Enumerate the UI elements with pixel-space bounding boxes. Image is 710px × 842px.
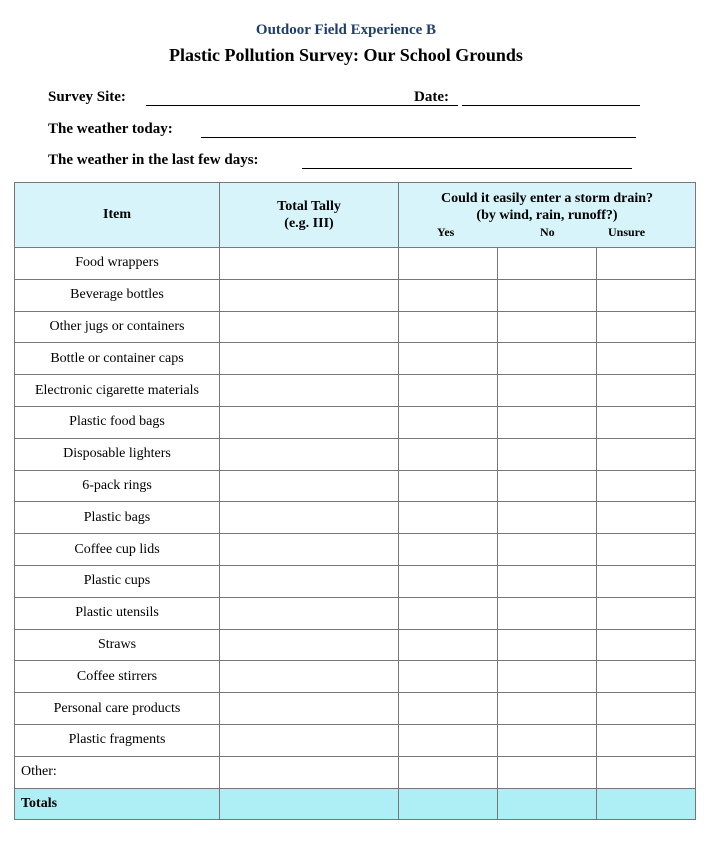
unsure-cell[interactable] xyxy=(597,724,696,756)
option-no-label: No xyxy=(540,225,555,239)
option-unsure-label: Unsure xyxy=(608,225,646,239)
table-row xyxy=(15,565,696,597)
no-cell[interactable] xyxy=(498,279,597,311)
no-cell[interactable] xyxy=(498,565,597,597)
unsure-cell[interactable] xyxy=(597,406,696,438)
table-row xyxy=(15,693,696,725)
no-cell[interactable] xyxy=(498,756,597,788)
no-cell[interactable] xyxy=(498,343,597,375)
no-cell[interactable] xyxy=(498,375,597,407)
option-yes-label: Yes xyxy=(437,225,455,239)
table-row xyxy=(15,629,696,661)
yes-cell[interactable] xyxy=(399,311,498,343)
yes-cell[interactable] xyxy=(399,693,498,725)
tally-cell[interactable] xyxy=(220,597,399,629)
weather-today-row xyxy=(48,121,648,141)
unsure-cell[interactable] xyxy=(597,470,696,502)
column-header-item-label: Item xyxy=(103,207,131,222)
item-name: Plastic fragments xyxy=(15,724,220,756)
no-cell[interactable] xyxy=(498,629,597,661)
survey-table-body xyxy=(15,248,696,820)
unsure-cell[interactable] xyxy=(597,343,696,375)
no-cell[interactable] xyxy=(498,724,597,756)
yes-cell[interactable] xyxy=(399,661,498,693)
other-label[interactable]: Other: xyxy=(15,756,220,788)
unsure-cell[interactable] xyxy=(597,438,696,470)
table-row xyxy=(15,343,696,375)
tally-cell[interactable] xyxy=(220,502,399,534)
unsure-cell[interactable] xyxy=(597,565,696,597)
unsure-cell[interactable] xyxy=(597,756,696,788)
yes-cell[interactable] xyxy=(399,502,498,534)
storm-drain-question: Could it easily enter a storm drain? xyxy=(440,191,654,206)
item-name: Bottle or container caps xyxy=(15,343,220,375)
tally-cell[interactable] xyxy=(220,661,399,693)
yes-cell[interactable] xyxy=(399,343,498,375)
no-cell[interactable] xyxy=(498,470,597,502)
table-row xyxy=(15,534,696,566)
item-name: Personal care products xyxy=(15,693,220,725)
unsure-cell[interactable] xyxy=(597,629,696,661)
tally-cell[interactable] xyxy=(220,629,399,661)
yes-cell[interactable] xyxy=(399,756,498,788)
yes-cell[interactable] xyxy=(399,565,498,597)
weather-today-label: The weather today: xyxy=(48,121,173,137)
table-row xyxy=(15,597,696,629)
unsure-cell[interactable] xyxy=(597,693,696,725)
totals-no-cell[interactable] xyxy=(498,788,597,820)
tally-cell[interactable] xyxy=(220,438,399,470)
yes-cell[interactable] xyxy=(399,279,498,311)
table-row xyxy=(15,470,696,502)
no-cell[interactable] xyxy=(498,597,597,629)
item-name: Food wrappers xyxy=(15,248,220,280)
totals-label: Totals xyxy=(15,788,220,820)
table-row xyxy=(15,248,696,280)
date-input-line[interactable] xyxy=(462,105,640,106)
yes-cell[interactable] xyxy=(399,406,498,438)
table-row xyxy=(15,502,696,534)
yes-cell[interactable] xyxy=(399,597,498,629)
no-cell[interactable] xyxy=(498,661,597,693)
item-name: Other jugs or containers xyxy=(15,311,220,343)
item-name: Straws xyxy=(15,629,220,661)
table-row-other xyxy=(15,756,696,788)
item-name: Plastic cups xyxy=(15,565,220,597)
tally-cell[interactable] xyxy=(220,406,399,438)
table-row xyxy=(15,406,696,438)
item-name: Plastic bags xyxy=(15,502,220,534)
table-row xyxy=(15,661,696,693)
tally-cell[interactable] xyxy=(220,724,399,756)
table-row xyxy=(15,375,696,407)
no-cell[interactable] xyxy=(498,534,597,566)
no-cell[interactable] xyxy=(498,311,597,343)
tally-cell[interactable] xyxy=(220,565,399,597)
unsure-cell[interactable] xyxy=(597,661,696,693)
yes-cell[interactable] xyxy=(399,438,498,470)
tally-cell[interactable] xyxy=(220,693,399,725)
tally-cell[interactable] xyxy=(220,279,399,311)
column-header-storm-drain xyxy=(399,183,696,248)
column-header-total-tally xyxy=(220,183,399,248)
totals-yes-cell[interactable] xyxy=(399,788,498,820)
yes-cell[interactable] xyxy=(399,534,498,566)
no-cell[interactable] xyxy=(498,693,597,725)
tally-cell[interactable] xyxy=(220,756,399,788)
total-tally-label: Total Tally xyxy=(277,199,341,214)
tally-cell[interactable] xyxy=(220,311,399,343)
unsure-cell[interactable] xyxy=(597,375,696,407)
document-title: Plastic Pollution Survey: Our School Grounds xyxy=(169,45,523,65)
no-cell[interactable] xyxy=(498,248,597,280)
yes-cell[interactable] xyxy=(399,629,498,661)
survey-site-input-line[interactable] xyxy=(146,105,458,106)
survey-site-label: Survey Site: xyxy=(48,89,126,105)
table-row-totals xyxy=(15,788,696,820)
weather-today-input-line[interactable] xyxy=(201,137,636,138)
table-row xyxy=(15,279,696,311)
totals-tally-cell[interactable] xyxy=(220,788,399,820)
total-tally-example: (e.g. III) xyxy=(284,216,334,231)
no-cell[interactable] xyxy=(498,502,597,534)
totals-unsure-cell[interactable] xyxy=(597,788,696,820)
unsure-cell[interactable] xyxy=(597,279,696,311)
unsure-cell[interactable] xyxy=(597,248,696,280)
tally-cell[interactable] xyxy=(220,375,399,407)
item-name: Coffee cup lids xyxy=(15,534,220,566)
weather-last-days-label: The weather in the last few days: xyxy=(48,152,259,168)
unsure-cell[interactable] xyxy=(597,534,696,566)
date-label: Date: xyxy=(414,89,449,105)
item-name: Beverage bottles xyxy=(15,279,220,311)
weather-last-days-row xyxy=(48,152,648,172)
tally-cell[interactable] xyxy=(220,248,399,280)
tally-cell[interactable] xyxy=(220,534,399,566)
item-name: Disposable lighters xyxy=(15,438,220,470)
tally-cell[interactable] xyxy=(220,470,399,502)
table-row xyxy=(15,438,696,470)
unsure-cell[interactable] xyxy=(597,502,696,534)
no-cell[interactable] xyxy=(498,438,597,470)
item-name: Plastic utensils xyxy=(15,597,220,629)
item-name: 6-pack rings xyxy=(15,470,220,502)
unsure-cell[interactable] xyxy=(597,597,696,629)
unsure-cell[interactable] xyxy=(597,311,696,343)
no-cell[interactable] xyxy=(498,406,597,438)
table-row xyxy=(15,311,696,343)
weather-last-days-input-line[interactable] xyxy=(302,168,632,169)
item-name: Electronic cigarette materials xyxy=(15,375,220,407)
item-name: Plastic food bags xyxy=(15,406,220,438)
tally-cell[interactable] xyxy=(220,343,399,375)
item-name: Coffee stirrers xyxy=(15,661,220,693)
yes-cell[interactable] xyxy=(399,470,498,502)
survey-site-row xyxy=(48,89,648,109)
column-header-item xyxy=(15,183,220,248)
storm-drain-subquestion: (by wind, rain, runoff?) xyxy=(476,208,618,223)
yes-cell[interactable] xyxy=(399,375,498,407)
yes-cell[interactable] xyxy=(399,248,498,280)
yes-cell[interactable] xyxy=(399,724,498,756)
document-subtitle: Outdoor Field Experience B xyxy=(255,22,437,38)
survey-table xyxy=(14,182,696,820)
table-row xyxy=(15,724,696,756)
